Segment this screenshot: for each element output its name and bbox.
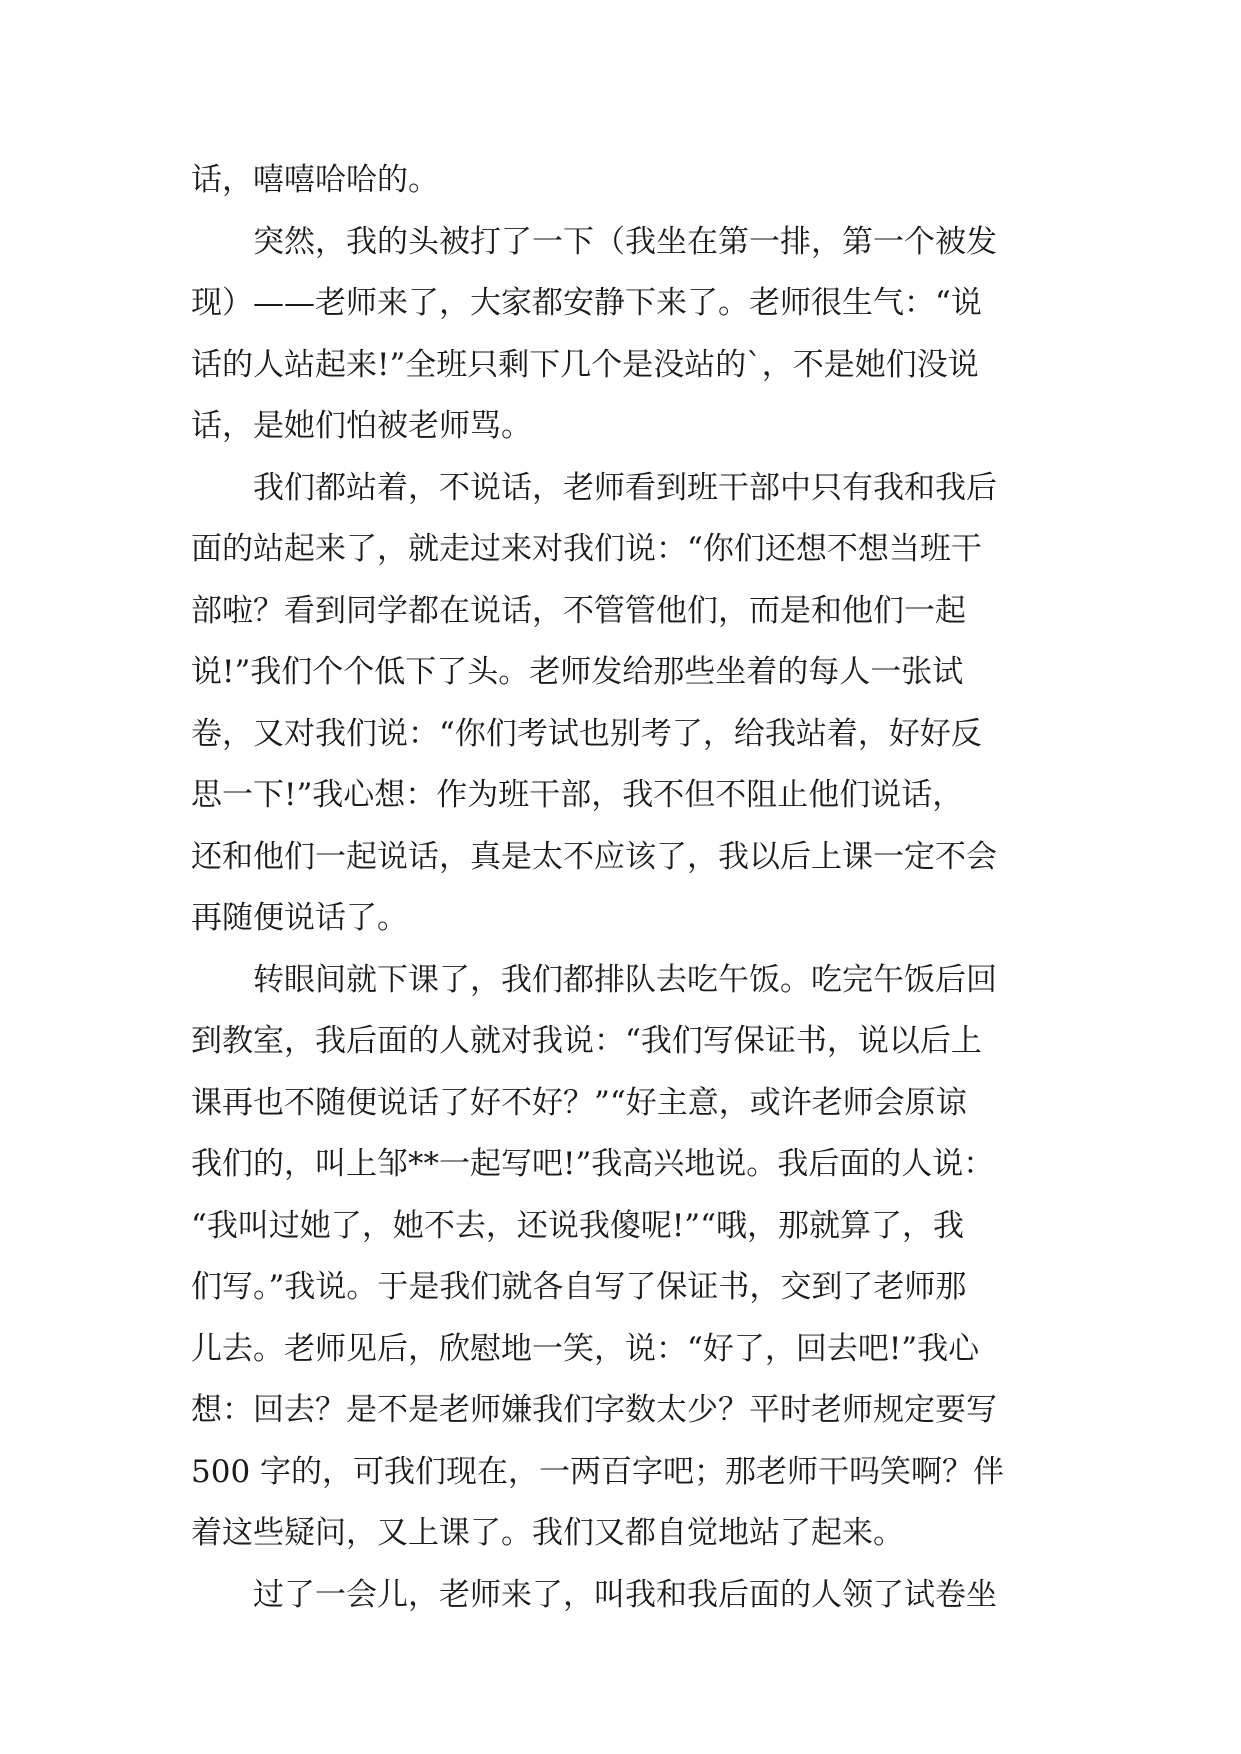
text-line-8: 部啦？看到同学都在说话，不管管他们，而是和他们一起 — [191, 592, 966, 629]
text-line-3: 现）——老师来了，大家都安静下来了。老师很生气：“说 — [191, 285, 982, 321]
text-line-18: “我叫过她了，她不去，还说我傻呢!”“哦，那就算了，我 — [191, 1207, 964, 1244]
text-line-5: 话，是她们怕被老师骂。 — [191, 408, 532, 444]
text-line-21: 想：回去？是不是老师嫌我们字数太少？平时老师规定要写 — [191, 1392, 997, 1428]
text-line-12: 还和他们一起说话，真是太不应该了，我以后上课一定不会 — [191, 838, 997, 875]
text-line-13: 再随便说话了。 — [191, 900, 408, 936]
text-line-23: 着这些疑问，又上课了。我们又都自觉地站了起来。 — [191, 1515, 904, 1551]
text-line-15: 到教室，我后面的人就对我说：“我们写保证书，说以后上 — [191, 1023, 982, 1059]
text-line-16: 课再也不随便说话了好不好？”“好主意，或许老师会原谅 — [191, 1084, 967, 1121]
text-line-19: 们写。”我说。于是我们就各自写了保证书，交到了老师那 — [191, 1269, 967, 1305]
text-line-4: 话的人站起来!”全班只剩下几个是没站的`，不是她们没说 — [191, 346, 979, 383]
text-line-2: 突然，我的头被打了一下（我坐在第一排，第一个被发 — [191, 223, 997, 260]
body-text — [191, 150, 1071, 1626]
text-line-10: 卷，又对我们说：“你们考试也别考了，给我站着，好好反 — [191, 715, 982, 752]
text-line-11: 思一下!”我心想：作为班干部，我不但不阻止他们说话， — [191, 777, 964, 813]
text-line-14: 转眼间就下课了，我们都排队去吃午饭。吃完午饭后回 — [191, 961, 997, 998]
text-line-6: 我们都站着，不说话，老师看到班干部中只有我和我后 — [191, 469, 997, 506]
text-line-17: 我们的，叫上邹**一起写吧!”我高兴地说。我后面的人说： — [191, 1146, 995, 1182]
text-line-7: 面的站起来了，就走过来对我们说：“你们还想不想当班干 — [191, 531, 982, 567]
text-line-24: 过了一会儿，老师来了，叫我和我后面的人领了试卷坐 — [191, 1576, 997, 1613]
text-line-1: 话，嘻嘻哈哈的。 — [191, 162, 439, 198]
text-line-9: 说!”我们个个低下了头。老师发给那些坐着的每人一张试 — [191, 654, 964, 690]
text-line-22: 500 字的，可我们现在，一两百字吧；那老师干吗笑啊？伴 — [191, 1453, 1005, 1490]
text-line-20: 儿去。老师见后，欣慰地一笑，说：“好了，回去吧!”我心 — [191, 1330, 980, 1367]
